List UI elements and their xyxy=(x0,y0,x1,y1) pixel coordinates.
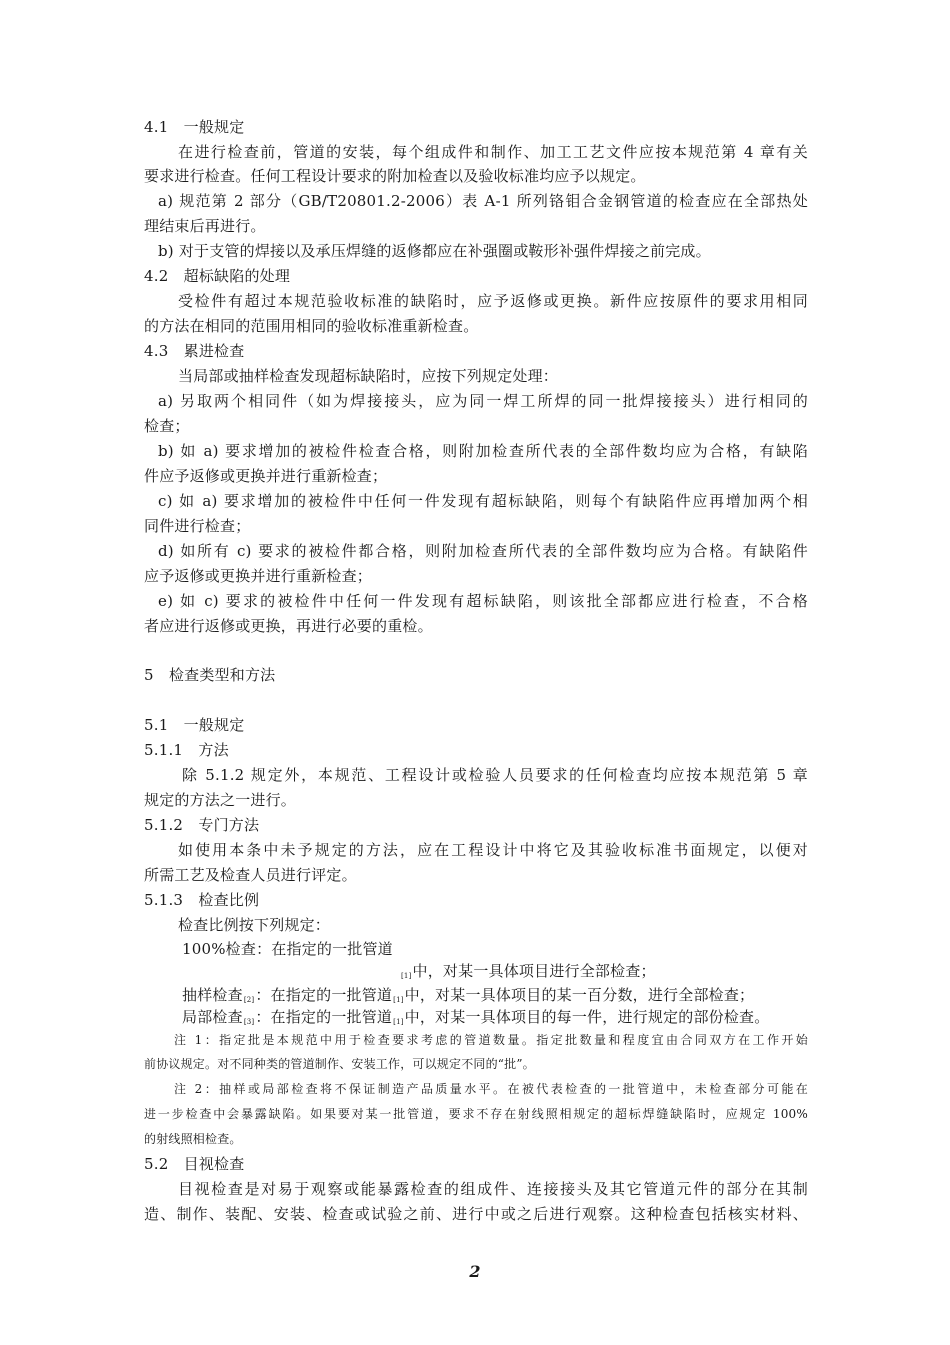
list-item-line: 件应予返修或更换并进行重新检查； xyxy=(144,467,388,485)
list-item-b: b) 对于支管的焊接以及承压焊缝的返修都应在补强圈或鞍形补强件焊接之前完成。 xyxy=(158,242,711,260)
paragraph-line: 检查比例按下列规定： xyxy=(178,916,331,934)
sampling-inspection-line xyxy=(182,983,822,1007)
section-heading-4-2: 4.2 超标缺陷的处理 xyxy=(144,267,291,285)
list-item-a: a) 规范第 2 部分（GB/T20801.2-2006）表 A-1 所列铬钼合金钢管道的检查应在全部热处 xyxy=(158,192,808,210)
section-heading-5-1: 5.1 一般规定 xyxy=(144,716,245,734)
list-item-b: b) 如 a) 要求增加的被检件检查合格，则附加检查所代表的全部件数均应为合格，有缺陷 xyxy=(158,442,808,460)
paragraph-line: 规定的方法之一进行。 xyxy=(144,791,297,809)
paragraph-line: 的方法在相同的范围用相同的验收标准重新检查。 xyxy=(144,317,479,335)
paragraph-line: 要求进行检查。任何工程设计要求的附加检查以及验收标准均应予以规定。 xyxy=(144,167,646,185)
list-item-line: 同件进行检查； xyxy=(144,517,251,535)
note-1-line: 前协议规定。对不同种类的管道制作、安装工作，可以规定不同的“批”。 xyxy=(144,1057,535,1071)
paragraph-line: 目视检查是对易于观察或能暴露检查的组成件、连接接头及其它管道元件的部分在其制 xyxy=(178,1180,808,1198)
list-item-line: 理结束后再进行。 xyxy=(144,217,266,235)
note-1-line: 注 1：指定批是本规范中用于检查要求考虑的管道数量。指定批数量和程度宜由合同双方在工作开始 xyxy=(174,1033,808,1047)
list-item-d: d) 如所有 c) 要求的被检件都合格，则附加检查所代表的全部件数均应为合格。有缺陷件 xyxy=(158,542,808,560)
paragraph-line: 所需工艺及检查人员进行评定。 xyxy=(144,866,357,884)
list-item-c: c) 如 a) 要求增加的被检件中任何一件发现有超标缺陷，则每个有缺陷件应再增加两个相 xyxy=(158,492,808,510)
chapter-heading-5: 5 检查类型和方法 xyxy=(144,666,276,684)
page-number: 2 xyxy=(469,1262,481,1281)
paragraph-line: 当局部或抽样检查发现超标缺陷时，应按下列规定处理： xyxy=(178,367,559,385)
list-item-line: 应予返修或更换并进行重新检查； xyxy=(144,567,373,585)
note-2-line: 进一步检查中会暴露缺陷。如果要对某一批管道，要求不存在射线照相规定的超标焊缝缺陷时，应规定 100% xyxy=(144,1107,808,1121)
line-text: ：在指定的一批管道 xyxy=(255,986,393,1004)
paragraph-line: 在进行检查前，管道的安装，每个组成件和制作、加工工艺文件应按本规范第 4 章有关 xyxy=(178,143,808,161)
paragraph-line: 如使用本条中未予规定的方法，应在工程设计中将它及其验收标准书面规定，以便对 xyxy=(178,841,808,859)
line-text: 中，对某一具体项目的某一百分数，进行全部检查； xyxy=(404,986,755,1004)
full-inspection-continuation xyxy=(400,959,820,983)
list-item-line: 者应进行返修或更换，再进行必要的重检。 xyxy=(144,617,433,635)
footnote-ref: [2] xyxy=(243,996,255,1004)
local-inspection-line xyxy=(182,1005,822,1029)
line-text: 中，对某一具体项目的每一件，进行规定的部份检查。 xyxy=(404,1008,770,1026)
line-text: ：在指定的一批管道 xyxy=(255,1008,393,1026)
footnote-ref: [1] xyxy=(393,1018,404,1026)
footnote-ref: [1] xyxy=(393,996,404,1004)
paragraph-line: 除 5.1.2 规定外，本规范、工程设计或检验人员要求的任何检查均应按本规范第 5 章 xyxy=(182,766,808,784)
list-item-a: a) 另取两个相同件（如为焊接接头，应为同一焊工所焊的同一批焊接接头）进行相同的 xyxy=(158,392,808,410)
list-item-e: e) 如 c) 要求的被检件中任何一件发现有超标缺陷，则该批全部都应进行检查，不合格 xyxy=(158,592,808,610)
line-text: 局部检查 xyxy=(182,1008,243,1026)
section-heading-4-3: 4.3 累进检查 xyxy=(144,342,245,360)
paragraph-line: 造、制作、装配、安装、检查或试验之前、进行中或之后进行观察。这种检查包括核实材料、 xyxy=(144,1205,808,1223)
paragraph-line: 受检件有超过本规范验收标准的缺陷时，应予返修或更换。新件应按原件的要求用相同 xyxy=(178,292,808,310)
section-heading-5-1-2: 5.1.2 专门方法 xyxy=(144,816,260,834)
full-inspection-line: 100%检查：在指定的一批管道 xyxy=(182,940,393,958)
section-heading-4-1: 4.1 一般规定 xyxy=(144,118,245,136)
line-text: 抽样检查 xyxy=(182,986,243,1004)
footnote-ref: [3] xyxy=(243,1018,255,1026)
section-heading-5-1-1: 5.1.1 方法 xyxy=(144,741,229,759)
line-text: 中，对某一具体项目进行全部检查； xyxy=(412,962,656,980)
footnote-ref: [1] xyxy=(401,972,412,980)
section-heading-5-2: 5.2 目视检查 xyxy=(144,1155,245,1173)
note-2-line: 注 2：抽样或局部检查将不保证制造产品质量水平。在被代表检查的一批管道中，未检查部分可能在 xyxy=(174,1082,808,1096)
list-item-line: 检查； xyxy=(144,417,190,435)
section-heading-5-1-3: 5.1.3 检查比例 xyxy=(144,891,260,909)
note-2-line: 的射线照相检查。 xyxy=(144,1132,242,1146)
